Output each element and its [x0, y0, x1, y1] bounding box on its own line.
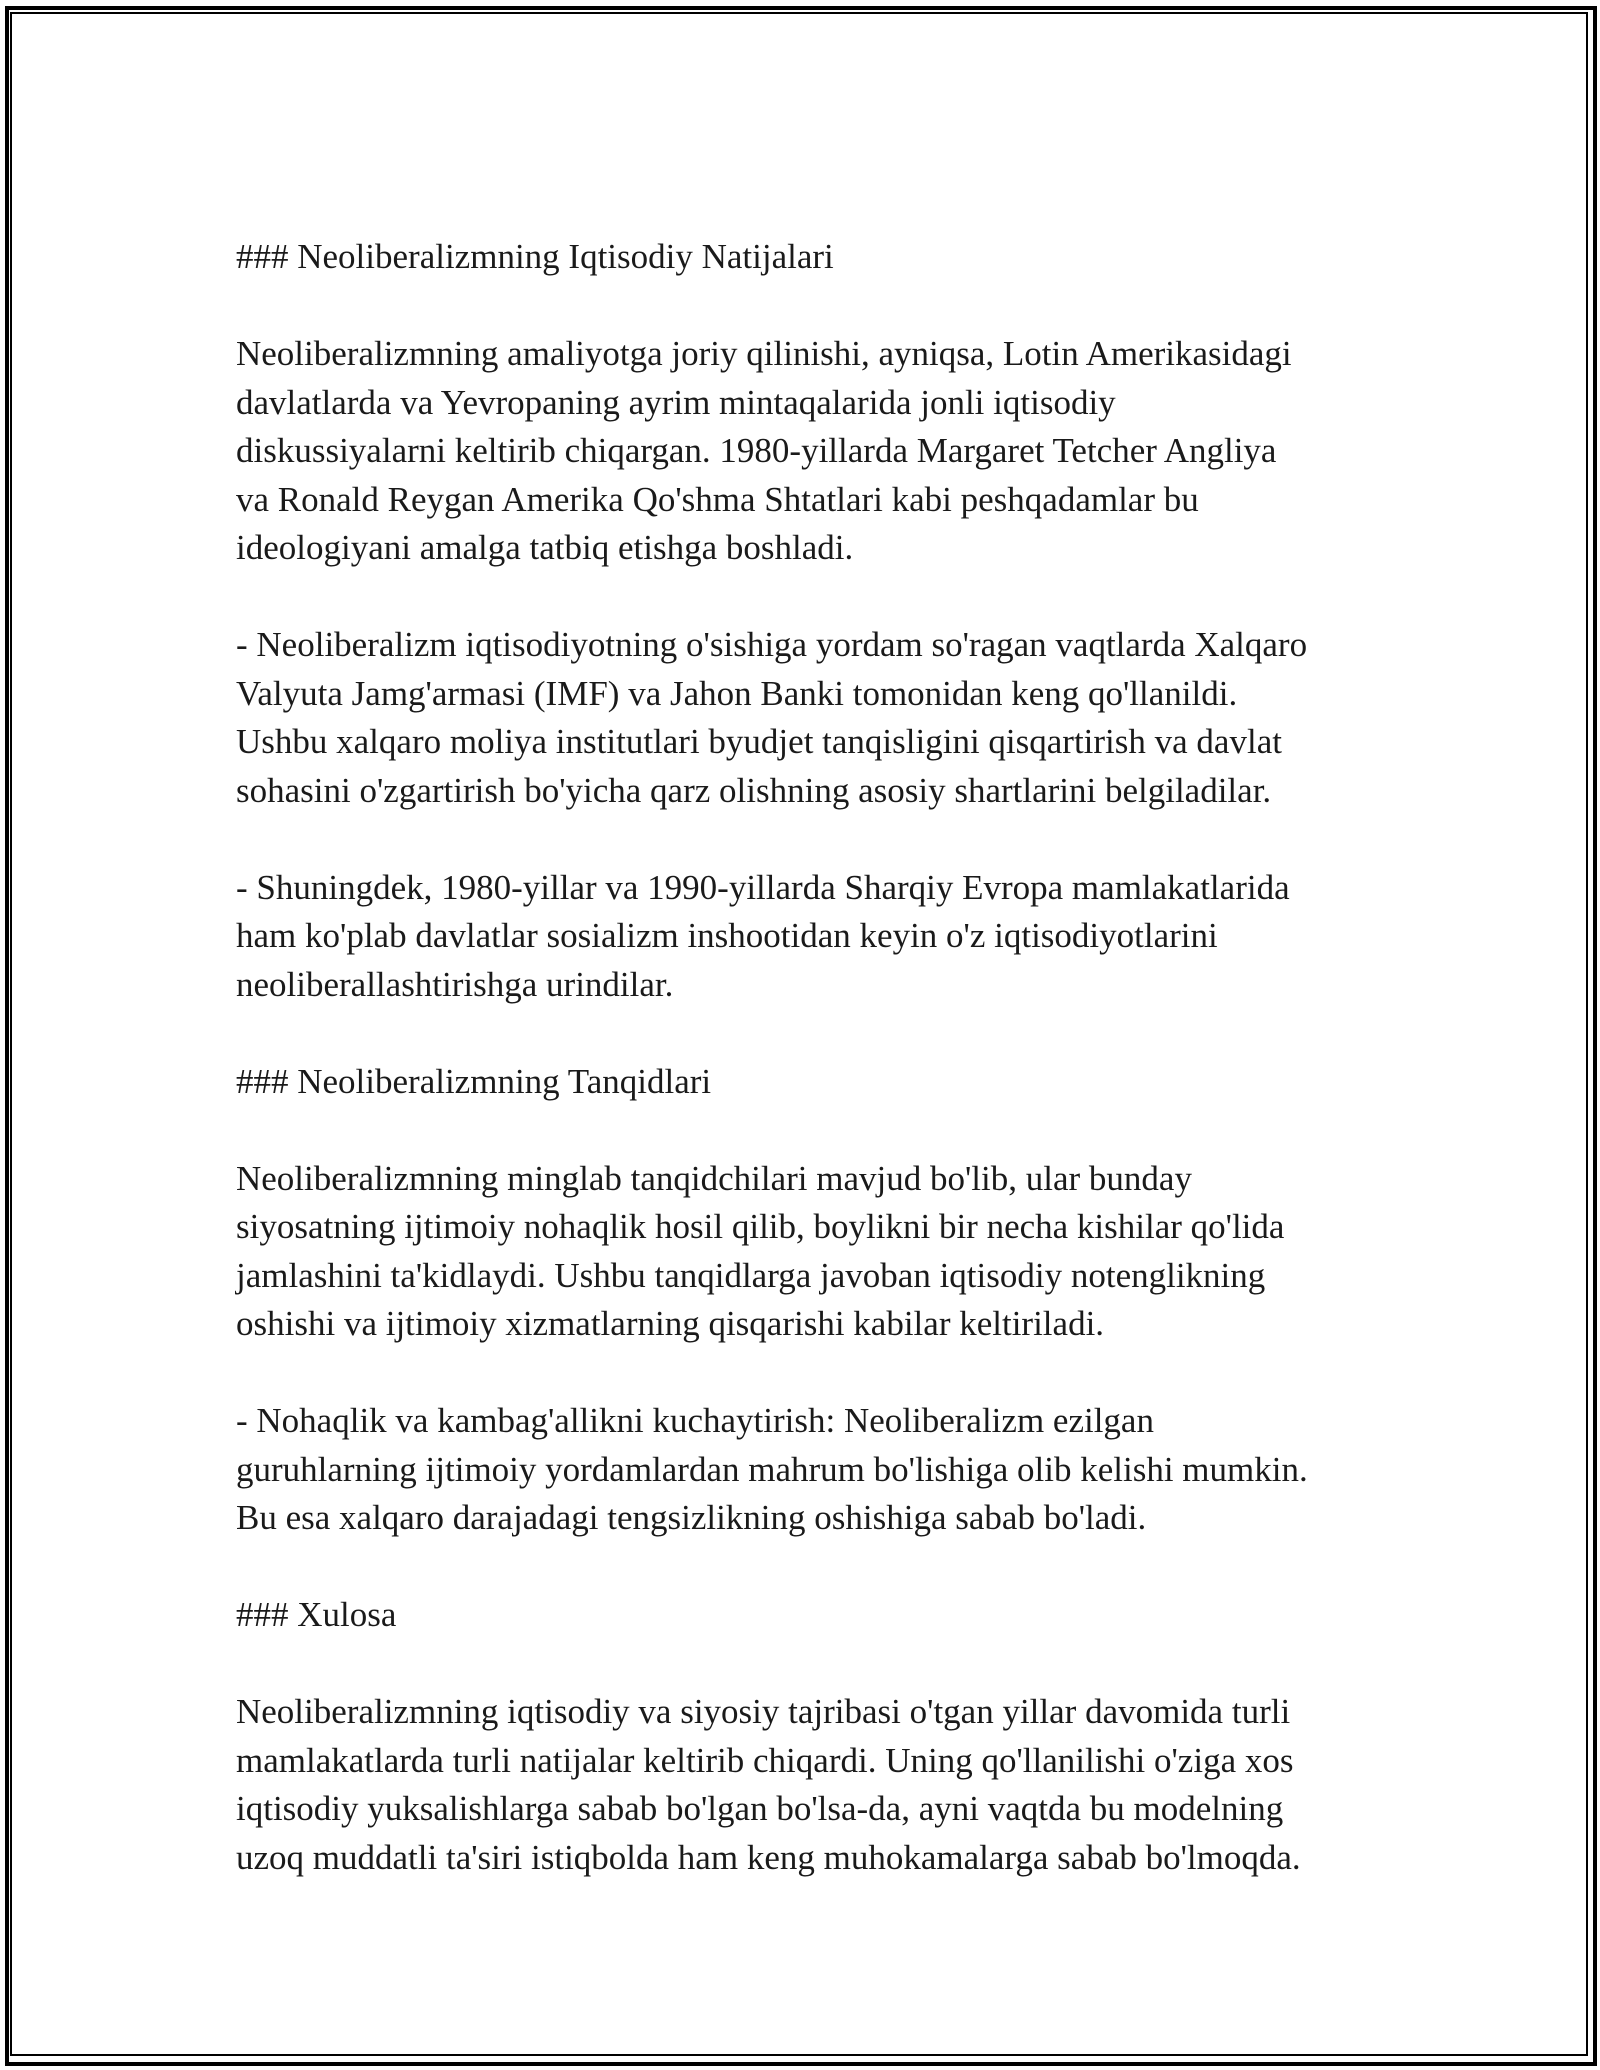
- section-heading-xulosa: [236, 1591, 1376, 1640]
- text-line: iqtisodiy yuksalishlarga sabab bo'lgan bo'lsa-da, ayni vaqtda bu modelning: [236, 1789, 1284, 1828]
- text-line: oshishi va ijtimoiy xizmatlarning qisqarishi kabilar keltiriladi.: [236, 1304, 1105, 1343]
- text-line: guruhlarning ijtimoiy yordamlardan mahrum bo'lishiga olib kelishi mumkin.: [236, 1449, 1308, 1489]
- text-line: davlatlarda va Yevropaning ayrim mintaqalarida jonli iqtisodiy: [236, 382, 1116, 422]
- heading-text: ### Neoliberalizmning Tanqidlari: [236, 1061, 712, 1101]
- text-line: ideologiyani amalga tatbiq etishga boshladi.: [236, 528, 854, 567]
- section-heading-tanqidlari: [236, 1058, 1376, 1107]
- text-line: Neoliberalizmning amaliyotga joriy qilinishi, ayniqsa, Lotin Amerikasidagi: [236, 334, 1292, 373]
- bullet-eastern-europe: [236, 864, 1376, 1010]
- paragraph-conclusion: [236, 1688, 1376, 1882]
- text-line: va Ronald Reygan Amerika Qo'shma Shtatlari kabi peshqadamlar bu: [236, 479, 1199, 519]
- text-line: Valyuta Jamg'armasi (IMF) va Jahon Banki tomonidan keng qo'llanildi.: [236, 673, 1238, 713]
- text-line: Bu esa xalqaro darajadagi tengsizlikning oshishiga sabab bo'ladi.: [236, 1498, 1147, 1537]
- bullet-inequality: [236, 1397, 1376, 1543]
- text-line: diskussiyalarni keltirib chiqargan. 1980-yillarda Margaret Tetcher Angliya: [236, 431, 1277, 470]
- text-line: - Shuningdek, 1980-yillar va 1990-yillarda Sharqiy Evropa mamlakatlarida: [236, 867, 1290, 907]
- document-body: [236, 233, 1376, 1931]
- text-line: uzoq muddatli ta'siri istiqbolda ham keng muhokamalarga sabab bo'lmoqda.: [236, 1837, 1301, 1877]
- text-line: mamlakatlarda turli natijalar keltirib chiqardi. Uning qo'llanilishi o'ziga xos: [236, 1740, 1294, 1780]
- text-line: - Nohaqlik va kambag'allikni kuchaytirish: Neoliberalizm ezilgan: [236, 1401, 1154, 1440]
- heading-text: ### Xulosa: [236, 1595, 397, 1634]
- bullet-imf: [236, 621, 1376, 815]
- text-line: Neoliberalizmning iqtisodiy va siyosiy tajribasi o'tgan yillar davomida turli: [236, 1692, 1291, 1731]
- text-line: - Neoliberalizm iqtisodiyotning o'sishiga yordam so'ragan vaqtlarda Xalqaro: [236, 625, 1308, 664]
- text-line: jamlashini ta'kidlaydi. Ushbu tanqidlarga javoban iqtisodiy notenglikning: [236, 1255, 1266, 1295]
- heading-text: ### Neoliberalizmning Iqtisodiy Natijalari: [236, 237, 834, 276]
- paragraph-critics: [236, 1155, 1376, 1349]
- text-line: siyosatning ijtimoiy nohaqlik hosil qilib, boylikni bir necha kishilar qo'lida: [236, 1207, 1285, 1246]
- text-line: neoliberallashtirishga urindilar.: [236, 964, 674, 1004]
- section-heading-natijalari: [236, 233, 1376, 282]
- paragraph-intro: [236, 330, 1376, 573]
- text-line: sohasini o'zgartirish bo'yicha qarz olishning asosiy shartlarini belgiladilar.: [236, 770, 1272, 810]
- text-line: ham ko'plab davlatlar sosializm inshootidan keyin o'z iqtisodiyotlarini: [236, 916, 1218, 955]
- text-line: Ushbu xalqaro moliya institutlari byudjet tanqisligini qisqartirish va davlat: [236, 722, 1282, 761]
- text-line: Neoliberalizmning minglab tanqidchilari mavjud bo'lib, ular bunday: [236, 1158, 1192, 1198]
